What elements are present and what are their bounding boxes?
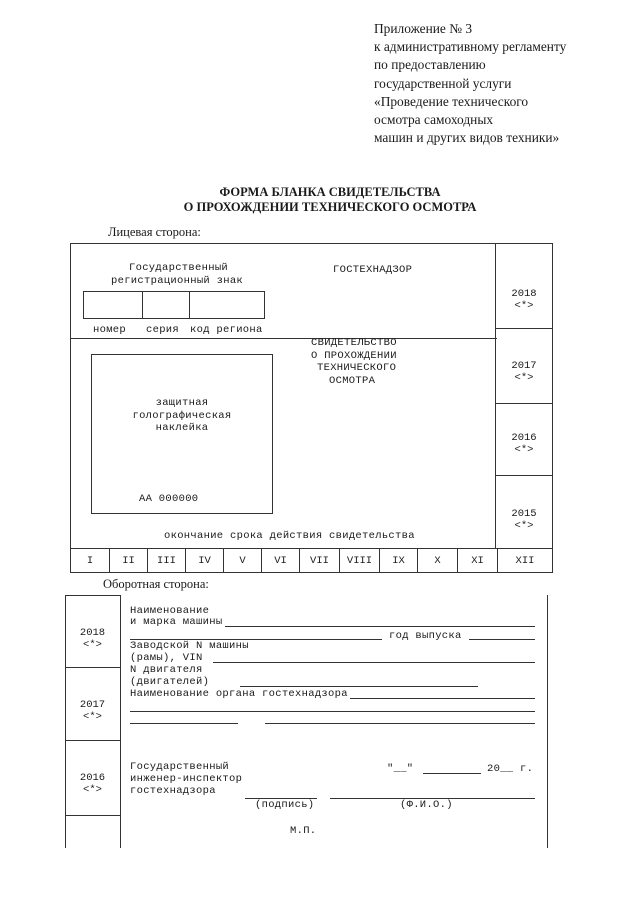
certificate-title-line: ОСМОТРА [329,374,376,387]
field-label: Заводской N машины [130,640,249,652]
back-side-label: Оборотная сторона: [103,577,209,591]
year-cell [496,404,552,476]
month-cell: V [223,549,261,573]
form-title-line: О ПРОХОЖДЕНИИ ТЕХНИЧЕСКОГО ОСМОТРА [183,200,477,214]
year-cell [65,772,120,796]
year-value: 2016 [511,432,537,444]
signature-caption: (подпись) [255,799,315,811]
month-cell: X [417,549,457,573]
certificate-title-line: СВИДЕТЕЛЬСТВО [311,337,397,349]
field-label: Наименование органа гостехнадзора [130,688,348,700]
divider [65,740,120,741]
reg-sign-label: Государственный [129,262,229,274]
input-line [423,773,481,774]
year-note: <*> [83,639,102,651]
year-note: <*> [514,520,534,532]
date-day: "__" [387,763,414,775]
date-year: 20__ г. [487,763,534,775]
month-cell: II [109,549,147,573]
serial-number: АА 000000 [139,493,199,505]
year-cell [65,627,120,651]
year-value: 2017 [511,360,537,372]
input-line [213,662,535,663]
input-line [469,639,535,640]
year-value: 2018 [79,627,106,639]
divider [547,595,548,848]
year-value: 2017 [79,699,106,711]
month-cell: IX [379,549,417,573]
stamp-place: М.П. [290,825,317,837]
certificate-title-line: ТЕХНИЧЕСКОГО [317,362,397,374]
divider [189,292,190,318]
year-note: <*> [514,444,534,456]
inspector-label-line: гостехнадзора [130,785,216,797]
certificate-title-line: О ПРОХОЖДЕНИИ [311,349,397,362]
month-cell: VIII [339,549,379,573]
reg-field-label: серия [146,324,180,336]
divider [65,815,120,816]
appendix-line: по предоставлению [374,57,486,73]
back-side-form [65,595,548,855]
hologram-text-line: голографическая [132,409,232,422]
year-column [495,244,552,549]
year-value: 2016 [79,772,106,784]
year-value: 2015 [511,508,537,520]
field-label: и марка машины [130,616,223,628]
year-cell [65,699,120,723]
input-line [225,626,535,627]
year-note: <*> [514,372,534,384]
appendix-line: к административному регламенту [374,39,567,55]
appendix-line: осмотра самоходных [374,112,494,128]
field-label: Наименование [130,605,210,617]
month-cell: XII [497,549,552,573]
reg-number-box [83,291,265,319]
inspector-label-line: инженер-инспектор [130,773,243,785]
form-title [0,185,640,215]
month-cell: IV [185,549,223,573]
form-title-line: ФОРМА БЛАНКА СВИДЕТЕЛЬСТВА [219,185,441,199]
appendix-line: Приложение № 3 [374,21,473,36]
hologram-sticker-box [91,354,273,514]
divider [65,595,120,596]
input-line [240,686,478,687]
hologram-text-line: наклейка [155,422,209,434]
year-value: 2018 [511,288,537,300]
front-side-form [70,243,553,573]
fio-caption: (Ф.И.О.) [400,799,453,811]
divider [71,338,497,339]
input-line [130,723,238,724]
year-note: <*> [83,784,102,796]
input-line [350,698,535,699]
reg-field-label: номер [93,324,127,336]
divider [65,667,120,668]
month-cell: I [86,555,94,567]
year-note: <*> [514,300,534,312]
reg-sign-label: регистрационный знак [111,275,244,287]
field-label: год выпуска [389,630,462,642]
field-label: (двигателей) [130,676,210,688]
month-cell: VII [299,549,339,573]
inspector-label [130,761,242,797]
divider [142,292,143,318]
month-cell: VI [261,549,299,573]
appendix-line: машин и других видов техники» [374,130,560,146]
input-line [265,723,535,724]
hologram-text [92,397,272,435]
input-line [130,711,535,712]
month-cell: XI [457,549,497,573]
reg-field-label: код региона [190,324,263,336]
expiry-label: окончание срока действия свидетельства [164,530,415,542]
field-label: (рамы), VIN [130,652,203,664]
divider [120,595,121,848]
month-cell: III [147,549,185,573]
hologram-text-line: защитная [155,397,209,409]
year-cell [496,244,552,329]
appendix-line: «Проведение технического [374,93,529,109]
year-cell [496,476,552,549]
field-label: N двигателя [130,664,203,676]
inspector-label-line: Государственный [130,761,230,773]
certificate-title [311,337,397,387]
front-side-label: Лицевая сторона: [108,225,201,239]
appendix-line: государственной услуги [374,75,512,91]
appendix-note [374,20,566,147]
year-note: <*> [83,711,102,723]
org-name: ГОСТЕХНАДЗОР [333,264,413,276]
year-cell [496,329,552,404]
